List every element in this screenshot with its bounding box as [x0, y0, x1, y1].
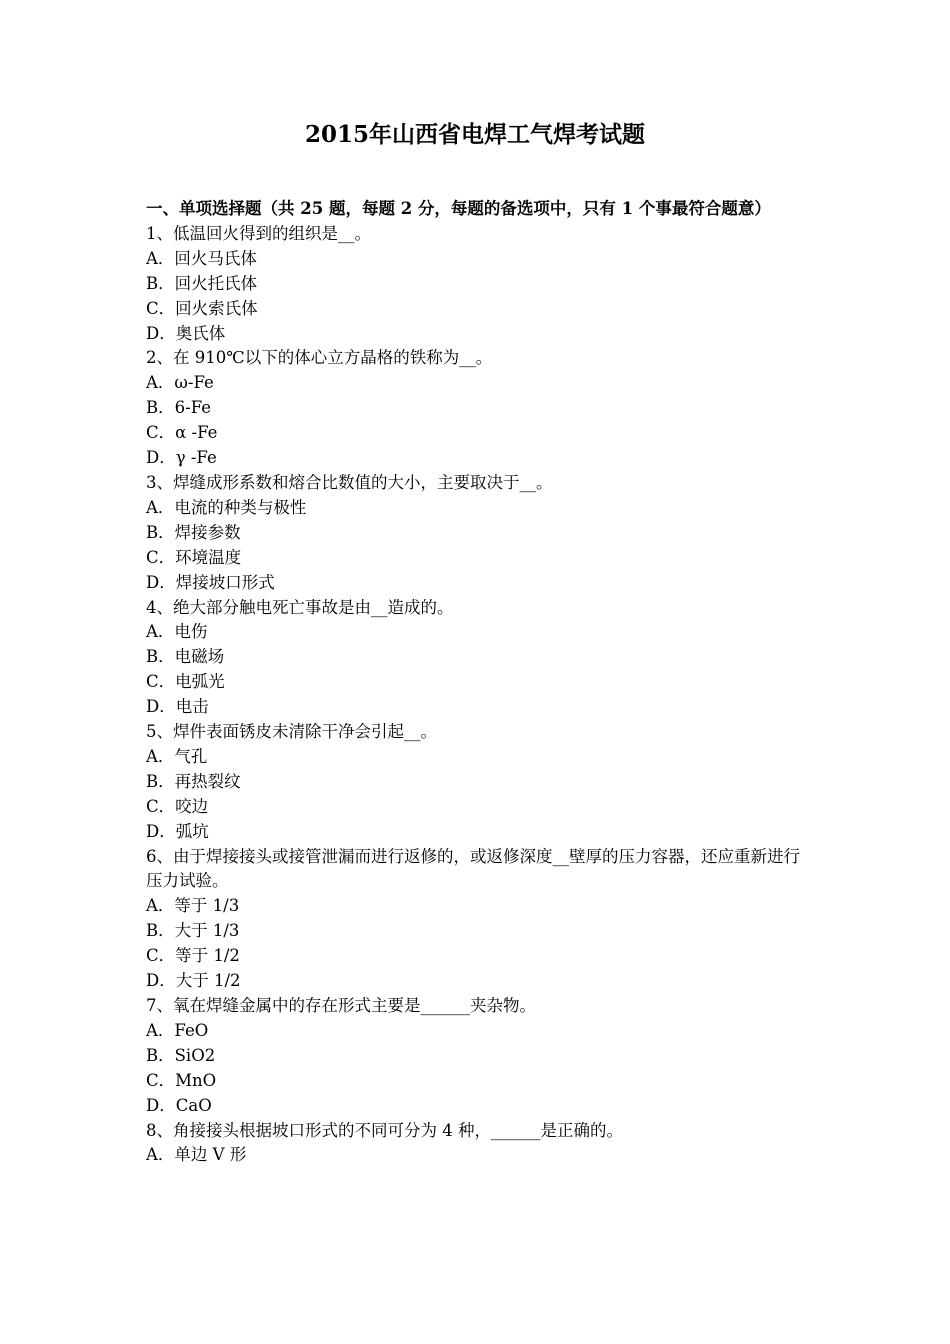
question-stem: 7、氧在焊缝金属中的存在形式主要是______夹杂物。 — [146, 996, 536, 1015]
question-stem: 8、角接接头根据坡口形式的不同可分为 4 种，______是正确的。 — [146, 1120, 623, 1140]
option-c: C．咬边 — [146, 796, 209, 816]
option-d: D．CaO — [146, 1095, 212, 1115]
question-stem: 2、在 910℃以下的体心立方晶格的铁称为__。 — [146, 348, 493, 368]
section-heading: 一、单项选择题（共 25 题，每题 2 分，每题的备选项中，只有 1 个事最符合题意） — [146, 199, 771, 218]
option-c: C．环境温度 — [146, 547, 242, 567]
option-d: D．弧坑 — [146, 821, 209, 841]
question-5 — [146, 720, 816, 845]
option-b: B．焊接参数 — [146, 522, 241, 542]
page-title: 2015年山西省电焊工气焊考试题 — [304, 121, 645, 148]
option-a: A．气孔 — [146, 746, 208, 766]
option-b: B．电磁场 — [146, 647, 225, 667]
question-stem: 4、绝大部分触电死亡事故是由__造成的。 — [146, 597, 454, 617]
question-stem: 3、焊缝成形系数和熔合比数值的大小，主要取决于__。 — [146, 472, 553, 492]
option-d: D．奥氏体 — [146, 323, 226, 343]
question-8 — [146, 1119, 816, 1169]
question-stem: 5、焊件表面锈皮未清除干净会引起__。 — [146, 722, 437, 742]
option-c: C．MnO — [146, 1070, 217, 1090]
option-a: A．等于 1/3 — [146, 896, 240, 916]
question-3 — [146, 471, 816, 596]
option-c: C．回火索氏体 — [146, 298, 258, 318]
document-body — [146, 197, 816, 1168]
option-b: B．回火托氏体 — [146, 273, 258, 293]
option-d: D．电击 — [146, 697, 209, 717]
question-stem: 6、由于焊接接头或接管泄漏而进行返修的，或返修深度__壁厚的压力容器，还应重新进行压力试验。 — [146, 846, 800, 891]
option-b: B．再热裂纹 — [146, 771, 241, 791]
option-c: C．α -Fe — [146, 423, 218, 443]
option-c: C．等于 1/2 — [146, 946, 240, 966]
option-d: D．焊接坡口形式 — [146, 572, 275, 592]
option-d: D．γ -Fe — [146, 448, 217, 468]
question-4 — [146, 596, 816, 721]
option-c: C．电弧光 — [146, 672, 225, 692]
question-7 — [146, 994, 816, 1119]
option-b: B．大于 1/3 — [146, 921, 240, 941]
question-stem: 1、低温回火得到的组织是__。 — [146, 223, 371, 243]
option-b: B．SiO2 — [146, 1045, 216, 1065]
option-d: D．大于 1/2 — [146, 971, 241, 991]
question-2 — [146, 346, 816, 471]
option-a: A．单边 V 形 — [146, 1145, 247, 1165]
option-a: A．电流的种类与极性 — [146, 497, 307, 517]
option-a: A．电伤 — [146, 622, 208, 642]
option-a: A．回火马氏体 — [146, 248, 257, 268]
question-1 — [146, 222, 816, 347]
option-a: A．FeO — [146, 1020, 209, 1040]
option-a: A．ω-Fe — [146, 373, 214, 393]
question-6 — [146, 845, 816, 994]
option-b: B．6-Fe — [146, 398, 212, 418]
